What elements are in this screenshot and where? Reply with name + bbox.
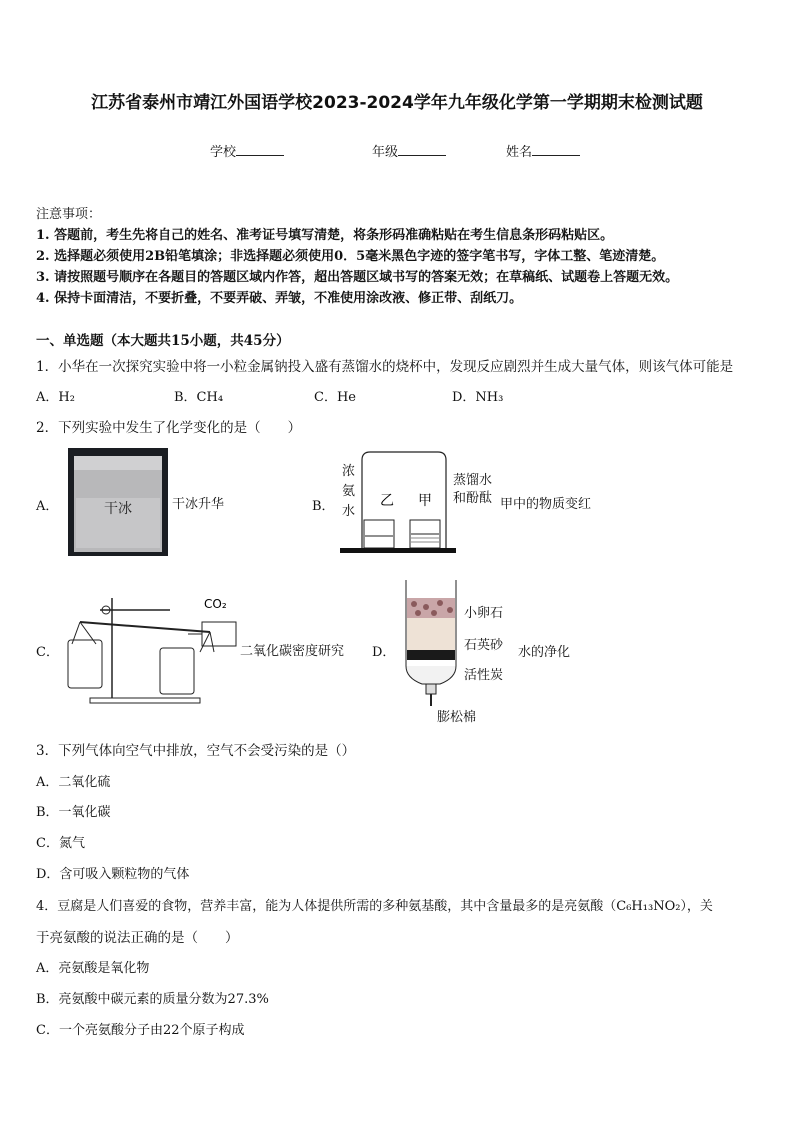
notice-item-1: 1. 答题前，考生先将自己的姓名、准考证号填写清楚，将条形码准确粘贴在考生信息条形码粘贴区。 <box>36 228 614 243</box>
q2-d-caption: 水的净化 <box>518 645 571 660</box>
q1-option-b[interactable]: B．CH₄ <box>174 390 224 405</box>
q2-a-caption: 干冰升华 <box>172 497 225 512</box>
q2-c-caption: 二氧化碳密度研究 <box>240 644 345 659</box>
co2-label: CO₂ <box>204 597 227 611</box>
q3-option-d[interactable]: D．含可吸入颗粒物的气体 <box>36 867 190 882</box>
grade-field[interactable]: 年级 <box>372 141 446 160</box>
notice-item-4: 4. 保持卡面清洁，不要折叠，不要弄破、弄皱，不准使用涂改液、修正带、刮纸刀。 <box>36 291 523 306</box>
q4-stem-line2: 于亮氨酸的说法正确的是（ ） <box>36 930 239 946</box>
q1-option-d[interactable]: D．NH₃ <box>452 390 504 405</box>
school-field[interactable]: 学校 <box>210 141 284 160</box>
water-purifier <box>398 580 468 718</box>
q3-stem: 3．下列气体向空气中排放，空气不会受污染的是（） <box>36 743 356 759</box>
beaker-jia-label: 甲 <box>418 493 432 509</box>
activated-carbon-label: 活性炭 <box>464 668 504 683</box>
q4-option-b[interactable]: B．亮氨酸中碳元素的质量分数为27.3% <box>36 992 269 1007</box>
q3-option-b[interactable]: B．一氧化碳 <box>36 805 111 820</box>
q4-option-c[interactable]: C．一个亮氨酸分子由22个原子构成 <box>36 1023 245 1038</box>
pebbles-label: 小卵石 <box>464 606 504 621</box>
notice-heading: 注意事项： <box>36 207 102 222</box>
q4-stem-line1: 4．豆腐是人们喜爱的食物，营养丰富，能为人体提供所需的多种氨基酸，其中含量最多的是亮氨酸（C₆H₁₃NO₂），关 <box>36 899 713 914</box>
q1-option-c[interactable]: C．He <box>314 390 356 405</box>
name-blank[interactable] <box>532 143 580 156</box>
q1-stem: 1．小华在一次探究实验中将一小粒金属钠投入盛有蒸馏水的烧杯中，发现反应剧烈并生成大量气体，则该气体可能是 <box>36 359 734 375</box>
school-blank[interactable] <box>236 143 284 156</box>
name-field[interactable]: 姓名 <box>506 141 580 160</box>
q2-option-c[interactable]: C． <box>36 645 59 660</box>
grade-blank[interactable] <box>398 143 446 156</box>
phenolphthalein-label: 和酚酞 <box>453 491 493 506</box>
q3-option-c[interactable]: C．氮气 <box>36 836 85 851</box>
notice-item-2: 2. 选择题必须使用2B铅笔填涂；非选择题必须使用0．5毫米黑色字迹的签字笔书写，字体工整、笔迹清楚。 <box>36 249 665 264</box>
ammonia-label: 浓氨水 <box>342 464 356 519</box>
dry-ice-photo <box>68 448 168 556</box>
beaker-yi-label: 乙 <box>380 493 394 509</box>
q2-option-d[interactable]: D． <box>372 645 396 660</box>
q2-option-a[interactable]: A． <box>36 499 59 514</box>
distilled-water-label: 蒸馏水 <box>453 473 493 488</box>
notice-item-3: 3. 请按照题号顺序在各题目的答题区域内作答，超出答题区域书写的答案无效；在草稿纸、试题卷上答题无效。 <box>36 270 679 285</box>
cotton-label: 膨松棉 <box>437 710 477 725</box>
q3-option-a[interactable]: A．二氧化硫 <box>36 775 111 790</box>
section-heading: 一、单选题（本大题共15小题，共45分） <box>36 333 290 349</box>
q1-option-a[interactable]: A．H₂ <box>36 390 75 405</box>
co2-density-apparatus <box>62 594 240 706</box>
q2-option-b[interactable]: B． <box>312 499 335 514</box>
quartz-sand-label: 石英砂 <box>464 638 504 653</box>
dry-ice-label: 干冰 <box>104 501 132 517</box>
q4-option-a[interactable]: A．亮氨酸是氧化物 <box>36 961 150 976</box>
q2-b-caption: 甲中的物质变红 <box>500 497 592 512</box>
q2-stem: 2．下列实验中发生了化学变化的是（ ） <box>36 420 302 436</box>
page-title: 江苏省泰州市靖江外国语学校2023-2024学年九年级化学第一学期期末检测试题 <box>91 93 703 113</box>
